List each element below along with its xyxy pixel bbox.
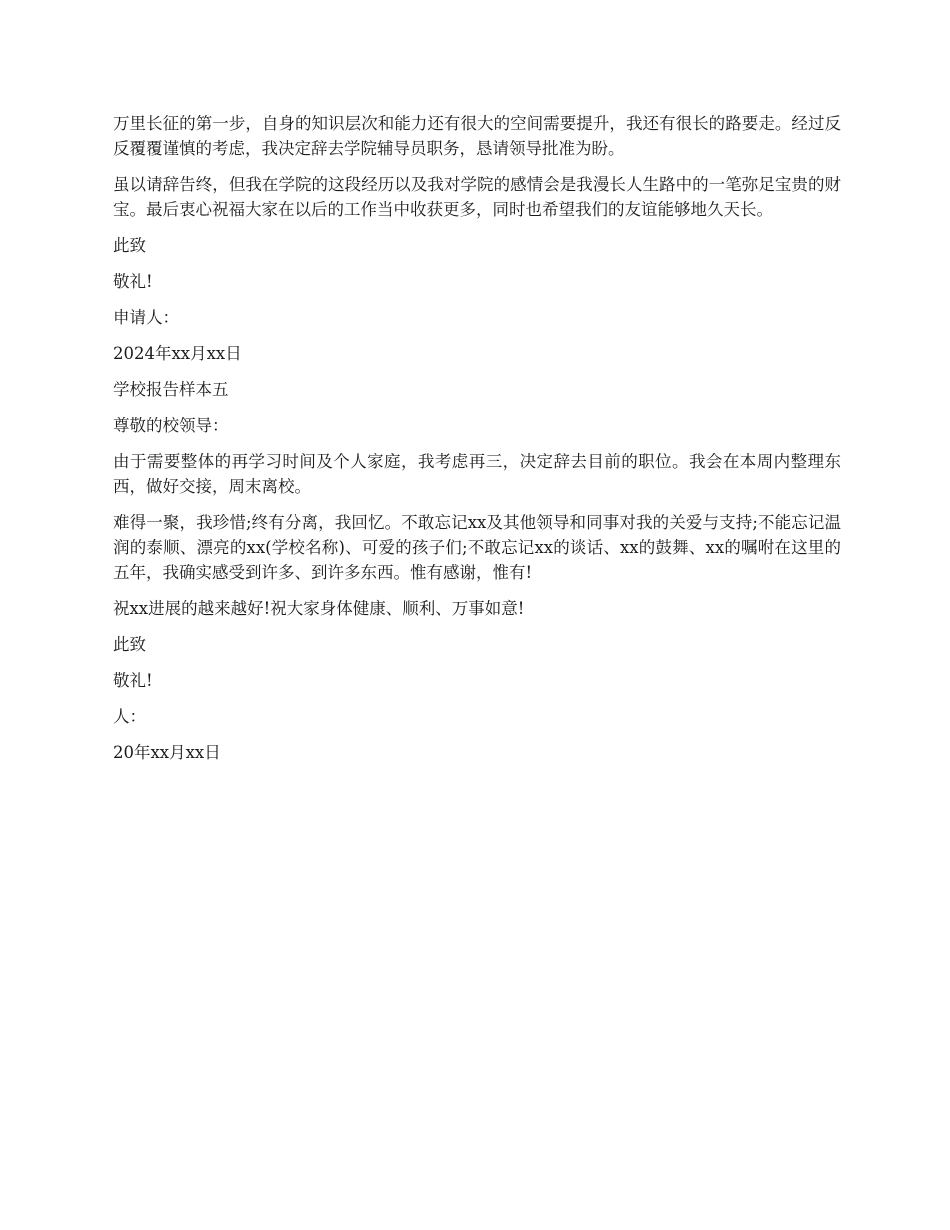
closing-salutation: 此致 — [113, 236, 146, 255]
document-body — [113, 111, 841, 776]
letter-greeting: 尊敬的校领导： — [113, 416, 229, 435]
paragraph-gratitude: 难得一聚，我珍惜;终有分离，我回忆。不敢忘记xx及其他领导和同事对我的关爱与支持;不能忘记温润的泰顺、漂亮的xx(学校名称)、可爱的孩子们;不敢忘记xx的谈话、xx的鼓舞、xx的嘱咐在这里的五年，我确实感受到许多、到许多东西。惟有感谢，惟有! — [113, 513, 841, 582]
paragraph-blessing: 祝xx进展的越来越好!祝大家身体健康、顺利、万事如意! — [113, 599, 525, 618]
closing-respect-2: 敬礼! — [113, 671, 153, 690]
closing-respect: 敬礼! — [113, 272, 153, 291]
paragraph-resignation-reason: 由于需要整体的再学习时间及个人家庭，我考虑再三，决定辞去目前的职位。我会在本周内整理东西，做好交接，周末离校。 — [113, 452, 841, 496]
closing-salutation-2: 此致 — [113, 635, 146, 654]
paragraph-farewell-wishes: 虽以请辞告终，但我在学院的这段经历以及我对学院的感情会是我漫长人生路中的一笔弥足宝贵的财宝。最后衷心祝福大家在以后的工作当中收获更多，同时也希望我们的友谊能够地久天长。 — [113, 175, 841, 219]
section-title: 学校报告样本五 — [113, 380, 229, 399]
letter-date-2: 20年xx月xx日 — [113, 743, 221, 762]
signer-label: 人： — [113, 707, 146, 726]
letter-date: 2024年xx月xx日 — [113, 344, 242, 363]
applicant-label: 申请人： — [113, 308, 179, 327]
paragraph-intro-continuation: 万里长征的第一步，自身的知识层次和能力还有很大的空间需要提升，我还有很长的路要走。经过反反覆覆谨慎的考虑，我决定辞去学院辅导员职务，恳请领导批准为盼。 — [113, 114, 841, 158]
